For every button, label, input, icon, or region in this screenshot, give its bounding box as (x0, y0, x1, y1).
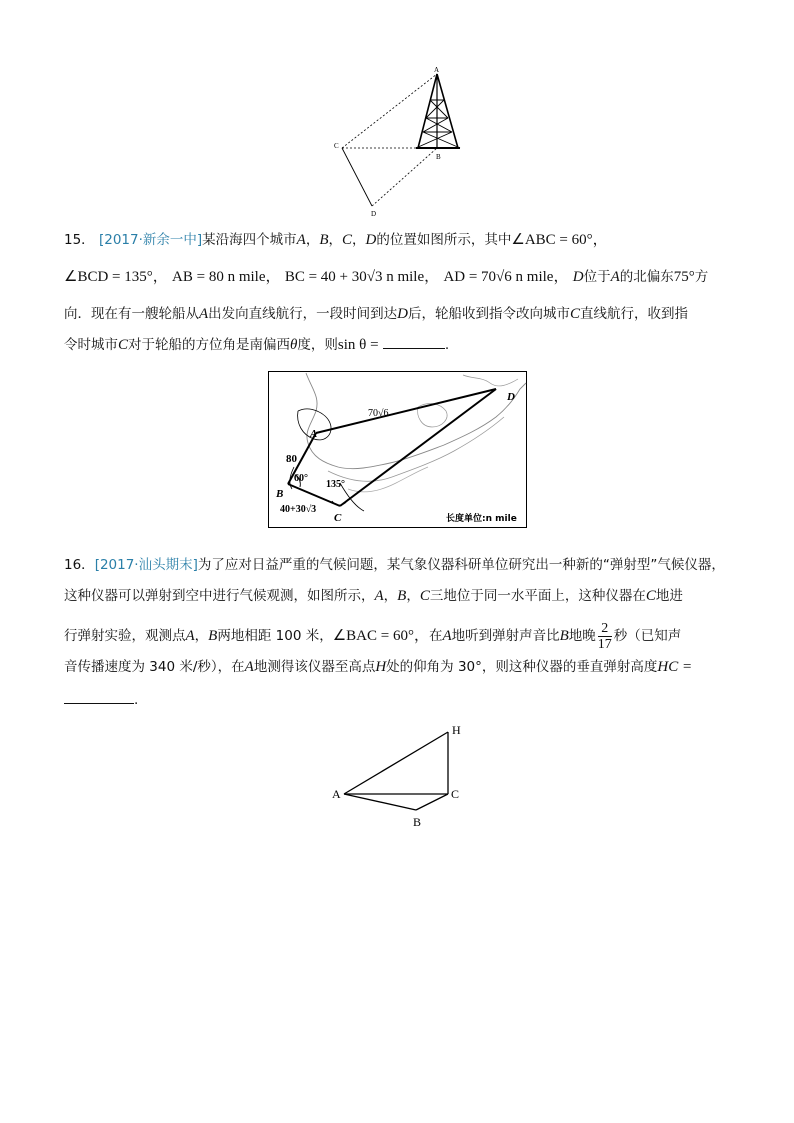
q15-theta: θ (290, 337, 298, 353)
q15-var-c: C (342, 232, 353, 248)
q15-text: 某沿海四个城市 (202, 232, 297, 248)
q15-var-d: D (397, 306, 409, 322)
q16-text: 音传播速度为 340 米/秒），在 (64, 659, 245, 675)
q16-comma: ， (194, 628, 209, 644)
q16-var-a: A (185, 628, 195, 644)
q16-answer-blank[interactable] (64, 691, 134, 704)
q16-text: 地测得该仪器至高点 (253, 659, 376, 675)
q16-line4 (64, 657, 692, 677)
q15-text: 方 (694, 269, 709, 285)
q15-ab: AB = 80 n mile， (172, 269, 281, 285)
q16-var-h: H (375, 659, 387, 675)
elevation-figure (328, 720, 468, 832)
q16-line1 (64, 555, 725, 575)
q15-ad: AD = 70√6 n mile， (443, 269, 569, 285)
q16-text: 地听到弹射声音比 (451, 628, 560, 644)
q15-text: 的位置如图所示，其中 (376, 232, 512, 248)
map-label-ad: 70√6 (368, 408, 389, 419)
q15-text: 令时城市 (64, 337, 118, 353)
q16-var-c: C (645, 588, 656, 604)
q16-var-b: B (208, 628, 218, 644)
q15-comma: ， (305, 232, 320, 248)
q15-var-b: B (319, 232, 329, 248)
q15-text: 向．现在有一艘轮船从 (64, 306, 199, 322)
q15-text: 的北偏东 (619, 269, 674, 285)
q16-text: 三地位于同一水平面上，这种仪器在 (429, 588, 646, 604)
q16-var-a: A (442, 628, 452, 644)
q15-comma: ， (328, 232, 343, 248)
fraction-denominator: 17 (597, 636, 612, 652)
q16-text: 处的仰角为 30°，则这种仪器的垂直弹射高度 (386, 659, 658, 675)
tower-label-c: C (334, 142, 339, 150)
q15-var-a: A (610, 269, 620, 285)
q15-var-c: C (570, 306, 581, 322)
map-label-bc: 40+30√3 (280, 504, 317, 515)
q16-var-c: C (419, 588, 430, 604)
map-label-angle-b: 60° (294, 473, 308, 484)
q16-line3 (64, 618, 681, 654)
map-label-a: A (310, 428, 318, 440)
tower-label-a: A (434, 66, 440, 74)
q15-var-a: A (296, 232, 306, 248)
q15-bearing: 75° (673, 269, 695, 285)
q15-var-d: D (365, 232, 377, 248)
q15-answer-blank[interactable] (383, 336, 445, 349)
q16-text: 两地相距 100 米， (217, 628, 333, 644)
q15-line1 (64, 230, 608, 250)
map-label-ab: 80 (286, 453, 297, 465)
q15-angle-abc: ∠ABC = 60°， (511, 232, 608, 248)
q16-text: 地进 (655, 588, 683, 604)
q15-text: 直线航行，收到指 (580, 306, 689, 322)
q16-text: 行弹射实验，观测点 (64, 628, 186, 644)
q16-text: 这种仪器可以弹射到空中进行气候观测，如图所示， (64, 588, 375, 604)
tower-label-b: B (436, 153, 441, 161)
tower-label-d: D (371, 210, 377, 218)
tower-figure (330, 62, 470, 222)
fig16-label-c: C (451, 787, 460, 801)
q15-var-d: D (572, 269, 584, 285)
q16-text: 秒（已知声 (613, 628, 682, 644)
q15-line4 (64, 335, 449, 355)
q16-line2 (64, 586, 683, 606)
q16-hc: HC = (657, 659, 693, 675)
q16-var-b: B (559, 628, 569, 644)
fig16-label-b: B (413, 815, 422, 829)
q16-line5 (64, 690, 138, 710)
q15-line2 (64, 267, 708, 287)
q15-var-c: C (118, 337, 129, 353)
coast-map-figure (268, 371, 527, 528)
q16-var-b: B (397, 588, 407, 604)
fig16-label-h: H (452, 723, 461, 737)
q15-bc: BC = 40 + 30√3 n mile， (284, 269, 440, 285)
map-label-d: D (507, 391, 515, 403)
q15-number: 15． (64, 232, 95, 248)
q15-sin-theta: sin θ = (337, 337, 379, 353)
map-unit-label: 长度单位:n mile (446, 514, 517, 524)
q16-var-a: A (244, 659, 254, 675)
q16-text: 地晚 (568, 628, 596, 644)
fraction-numerator: 2 (598, 621, 612, 637)
q16-text: 在 (428, 628, 443, 644)
q16-angle-bac: ∠BAC = 60°， (332, 628, 429, 644)
q15-var-a: A (199, 306, 209, 322)
map-label-b: B (276, 488, 284, 500)
q15-text: 度，则 (297, 337, 338, 353)
q16-number: 16． (64, 557, 95, 573)
q15-period: . (444, 337, 450, 353)
q16-period: . (134, 692, 139, 708)
q15-source-tag: [2017·新余一中] (98, 232, 203, 248)
q15-comma: ， (352, 232, 366, 248)
q15-text: 后，轮船收到指令改向城市 (408, 306, 571, 322)
q16-text: 为了应对日益严重的气候问题，某气象仪器科研单位研究出一种新的“弹射型”气候仪器， (197, 557, 725, 573)
map-label-c: C (334, 512, 342, 524)
q16-comma: ， (406, 588, 420, 604)
fig16-label-a: A (332, 787, 341, 801)
q15-text: 出发向直线航行，一段时间到达 (208, 306, 398, 322)
q16-comma: ， (383, 588, 398, 604)
q15-text: 位于 (583, 269, 611, 285)
map-label-angle-c: 135° (326, 479, 345, 490)
q15-angle-bcd: ∠BCD = 135°， (64, 269, 168, 285)
q15-line3 (64, 304, 688, 324)
q16-var-a: A (374, 588, 384, 604)
q16-source-tag: [2017·汕头期末] (94, 557, 198, 573)
q15-text: 对于轮船的方位角是南偏西 (128, 337, 291, 353)
q16-fraction (598, 621, 612, 652)
